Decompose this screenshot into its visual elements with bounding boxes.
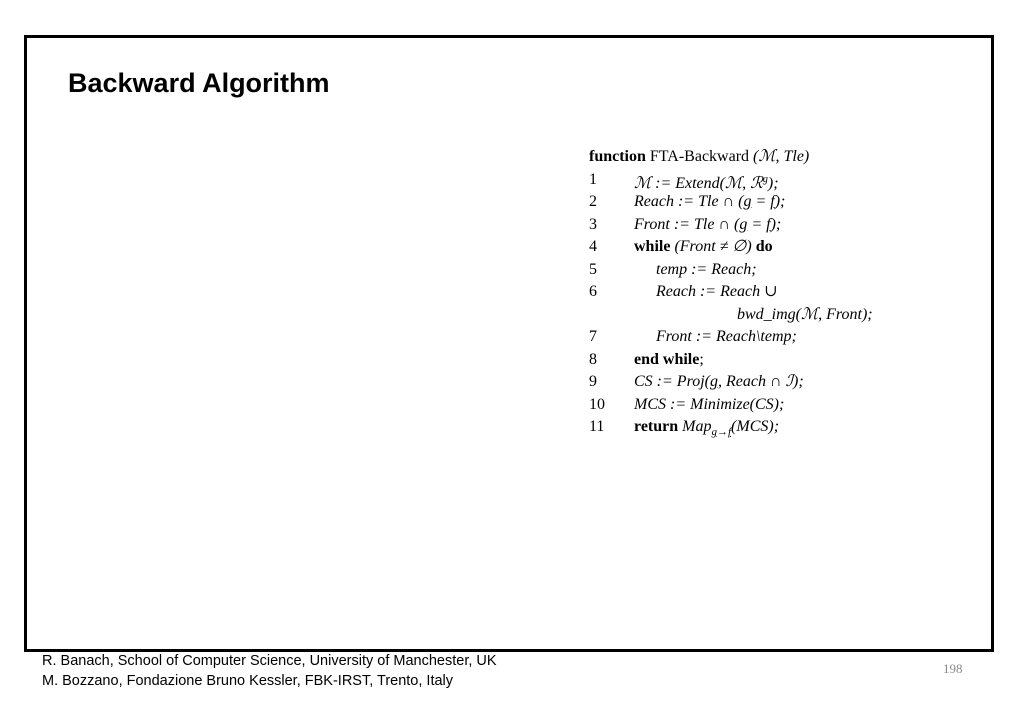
function-keyword: function: [589, 148, 646, 165]
line-code: ℳ := Extend(ℳ, ℛ: [634, 174, 763, 192]
line-number: 11: [589, 418, 605, 435]
line-code: CS := Proj(: [634, 373, 710, 390]
slide-footer: [42, 651, 497, 691]
line-code: bwd_img(ℳ, Front);: [737, 305, 873, 323]
line-number: 5: [589, 260, 597, 278]
underlined-var: g: [743, 193, 752, 210]
underlined-var: g: [709, 373, 718, 390]
line-code-end: , Reach ∩ ℐ);: [717, 373, 804, 390]
arrow-glyph: →: [716, 426, 728, 438]
line-code-mid: =: [747, 215, 767, 233]
line-number: 3: [589, 215, 597, 233]
subscript-var: g: [711, 426, 717, 438]
slide-title: Backward Algorithm: [68, 68, 330, 98]
footer-line-1: R. Banach, School of Computer Science, University of Manchester, UK: [42, 653, 497, 669]
underlined-var: g: [739, 215, 748, 233]
line-code: Front := Reach\temp;: [656, 328, 797, 345]
while-keyword: while: [634, 238, 671, 255]
line-code: MCS := Minimize(CS);: [634, 395, 785, 413]
underlined-var: f: [766, 215, 771, 233]
function-params: (ℳ, Tle): [749, 148, 810, 165]
line-number: 4: [589, 238, 597, 255]
line-code: Map: [678, 418, 712, 435]
line-number: 7: [589, 328, 597, 345]
footer-line-2: M. Bozzano, Fondazione Bruno Kessler, FBK-IRST, Trento, Italy: [42, 673, 454, 689]
line-number: 2: [589, 193, 597, 210]
return-keyword: return: [634, 418, 679, 435]
line-number: 1: [589, 170, 597, 188]
slide-frame: [24, 35, 994, 652]
line-code: temp := Reach;: [656, 260, 757, 278]
line-number: 10: [589, 395, 605, 413]
line-code-end: );: [774, 193, 786, 210]
line-code-end: (MCS);: [731, 418, 780, 435]
line-code-mid: =: [751, 193, 771, 210]
function-name: FTA-Backward: [649, 148, 750, 165]
line-code: (Front ≠ ∅): [670, 238, 756, 255]
superscript: g: [762, 173, 768, 185]
do-keyword: do: [755, 238, 773, 255]
underlined-var: f: [770, 193, 775, 210]
line-code: Reach := Reach ∪: [656, 283, 778, 300]
line-code-end: );: [770, 215, 782, 233]
line-code: Reach := Tle ∩ (: [634, 193, 744, 210]
line-code-end: );: [767, 174, 779, 192]
line-number: 8: [589, 350, 597, 368]
line-number: 6: [589, 283, 597, 300]
line-number: 9: [589, 373, 597, 390]
page-number: 198: [943, 661, 963, 676]
subscript-var: f: [727, 426, 732, 438]
line-code: Front := Tle ∩ (: [634, 215, 740, 233]
line-code: ;: [699, 350, 704, 368]
end-while-keyword: end while: [634, 350, 700, 368]
